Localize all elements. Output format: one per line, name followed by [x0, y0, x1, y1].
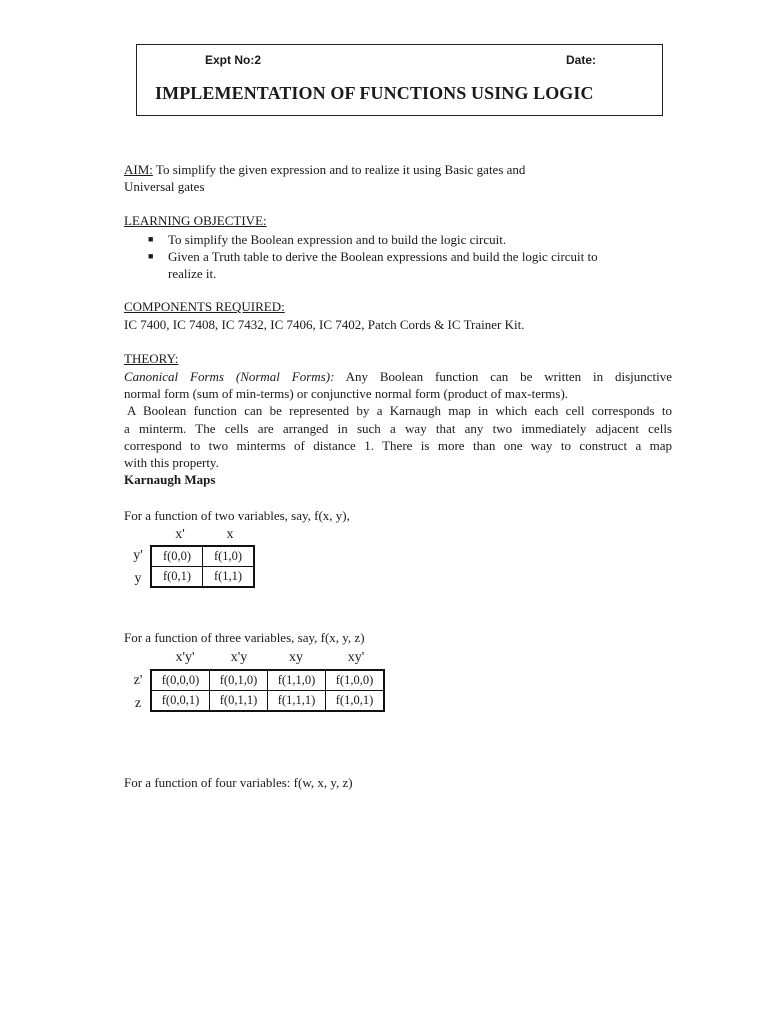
kmap-cell: f(1,0)	[203, 546, 255, 567]
kmap3-row-label: z	[134, 696, 142, 711]
theory-line-5: correspond to two minterms of distance 1. There is more than one way to construct a map	[124, 438, 672, 453]
bullet-icon: ■	[148, 251, 154, 261]
date-label: Date:	[566, 53, 597, 67]
kmap2-caption: For a function of two variables, say, f(x, y),	[124, 508, 350, 523]
kmap-cell: f(0,0,0)	[151, 670, 210, 691]
kmap-cell: f(0,0,1)	[151, 691, 210, 712]
kmap-cell: f(1,0,1)	[326, 691, 385, 712]
kmap2-col-label: x	[226, 527, 234, 542]
kmap-cell: f(1,1,0)	[268, 670, 326, 691]
kmap3-caption: For a function of three variables, say, f(x, y, z)	[124, 630, 365, 645]
kmap-cell: f(1,0,0)	[326, 670, 385, 691]
kmap2-table	[150, 545, 255, 588]
theory-line-3: A Boolean function can be represented by a Karnaugh map in which each cell corresponds to	[127, 403, 672, 418]
karnaugh-maps-heading: Karnaugh Maps	[124, 472, 216, 487]
kmap3-col-label: xy'	[347, 650, 365, 665]
components-heading: COMPONENTS REQUIRED:	[124, 299, 285, 314]
kmap2-col-label: x'	[175, 527, 185, 542]
theory-line-1	[124, 368, 672, 385]
kmap2-row-label: y'	[133, 548, 143, 563]
kmap-cell: f(0,1,0)	[210, 670, 268, 691]
theory-line-6: with this property.	[124, 455, 219, 470]
kmap3-col-label: x'y	[230, 650, 248, 665]
theory-line-2: normal form (sum of min-terms) or conjunctive normal form (product of max-terms).	[124, 386, 569, 401]
aim-label: AIM:	[124, 162, 153, 177]
kmap-cell: f(0,1)	[151, 567, 203, 588]
kmap3-table	[150, 669, 385, 712]
aim-text: To simplify the given expression and to realize it using Basic gates and	[152, 162, 526, 177]
kmap3-col-label: x'y'	[175, 650, 195, 665]
components-text: IC 7400, IC 7408, IC 7432, IC 7406, IC 7402, Patch Cords & IC Trainer Kit.	[124, 317, 525, 332]
kmap2-row-label: y	[134, 571, 142, 586]
theory-line-1-rest: Any Boolean function can be written in disjunctive	[334, 369, 673, 384]
aim-line-2: Universal gates	[124, 179, 205, 194]
document-title: IMPLEMENTATION OF FUNCTIONS USING LOGIC	[155, 83, 594, 103]
theory-italic-lead: Canonical Forms (Normal Forms):	[124, 369, 335, 384]
theory-heading: THEORY:	[124, 351, 179, 366]
experiment-header-box	[136, 44, 663, 116]
learning-objective-heading: LEARNING OBJECTIVE:	[124, 213, 267, 228]
objective-bullet-2: Given a Truth table to derive the Boolean expressions and build the logic circuit to	[168, 249, 598, 264]
objective-bullet-1: To simplify the Boolean expression and to build the logic circuit.	[168, 232, 507, 247]
kmap-cell: f(1,1,1)	[268, 691, 326, 712]
kmap-cell: f(0,0)	[151, 546, 203, 567]
kmap3-row-label: z'	[133, 673, 143, 688]
kmap3-col-label: xy	[289, 650, 303, 665]
kmap-cell: f(1,1)	[203, 567, 255, 588]
experiment-number: Expt No:2	[205, 53, 262, 67]
kmap4-caption: For a function of four variables: f(w, x, y, z)	[124, 775, 353, 790]
theory-line-4: a minterm. The cells are arranged in such a way that any two immediately adjacent cells	[124, 421, 672, 436]
objective-bullet-2-cont: realize it.	[168, 266, 217, 281]
bullet-icon: ■	[148, 234, 154, 244]
aim-line-1	[124, 161, 525, 178]
kmap-cell: f(0,1,1)	[210, 691, 268, 712]
